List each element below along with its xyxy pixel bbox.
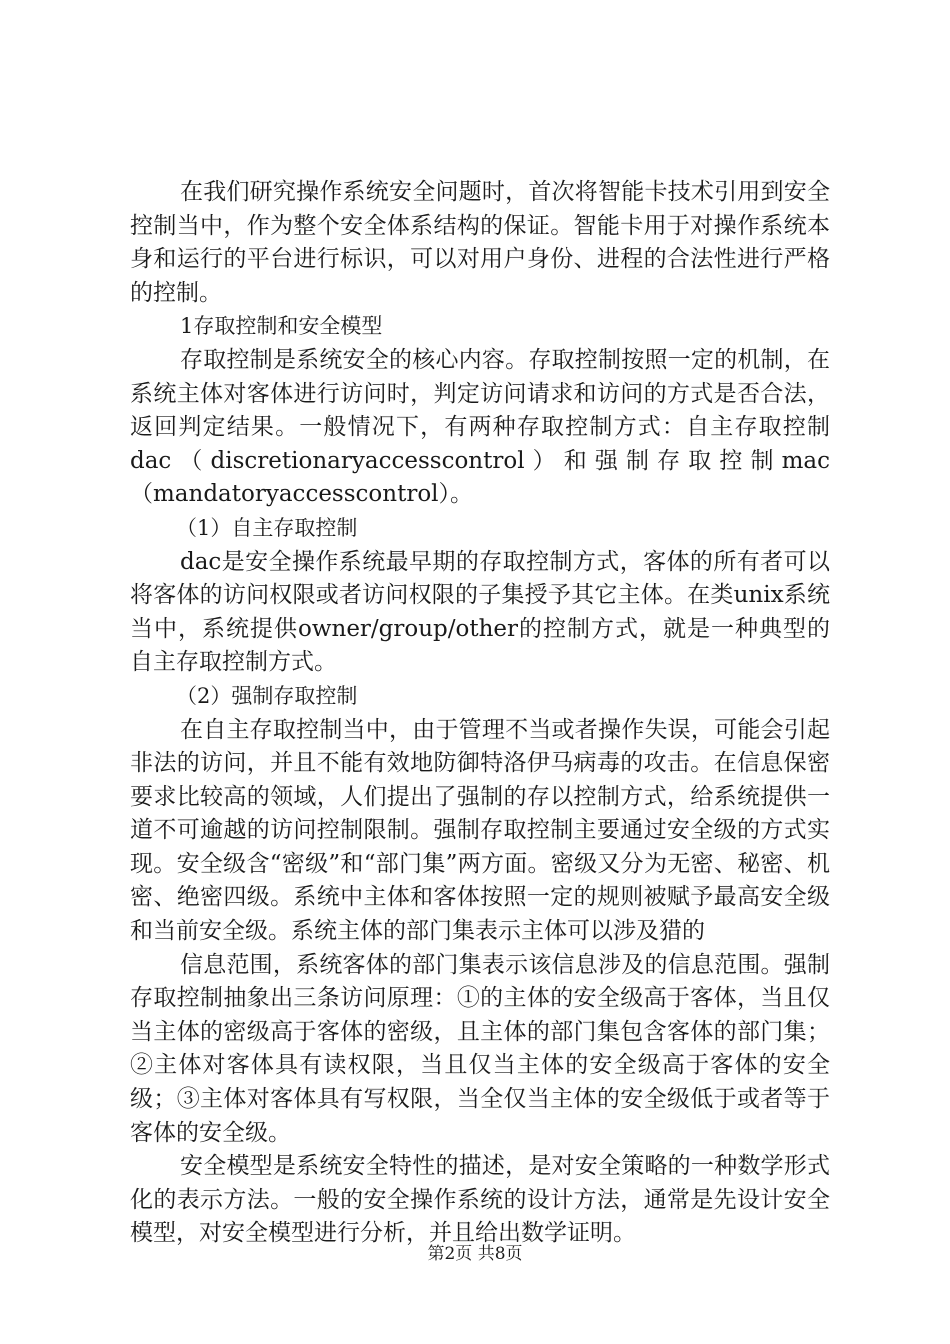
- subheading-dac: （1）自主存取控制: [176, 515, 358, 540]
- section-heading-access-control: 1存取控制和安全模型: [180, 314, 383, 339]
- paragraph-mac: 在自主存取控制当中，由于管理不当或者操作失误，可能会引起非法的访问，并且不能有效地防御特洛伊马病毒的攻击。在信息保密要求比较高的领域，人们提出了强制的存以控制方式，给系统提供一道不可逾越的访问控制限制。强制存取控制主要通过安全级的方式实现。安全级含“密级”和“部门集”两方面。密级又分为无密、秘密、机密、绝密四级。系统中主体和客体按照一定的规则被赋予最高安全级和当前安全级。系统主体的部门集表示主体可以涉及猎的: [130, 716, 830, 945]
- paragraph-dac: dac是安全操作系统最早期的存取控制方式，客体的所有者可以将客体的访问权限或者访问权限的子集授予其它主体。在类unix系统当中，系统提供owner/group/other的控制方式，就是一种典型的自主存取控制方式。: [130, 548, 830, 676]
- paragraph-mac-principles: 信息范围，系统客体的部门集表示该信息涉及的信息范围。强制存取控制抽象出三条访问原理：①的主体的安全级高于客体，当且仅当主体的密级高于客体的密级，且主体的部门集包含客体的部门集；②主体对客体具有读权限，当且仅当主体的安全级高于客体的安全级；③主体对客体具有写权限，当全仅当主体的安全级低于或者等于客体的安全级。: [130, 951, 830, 1146]
- subheading-mac: （2）强制存取控制: [176, 683, 358, 708]
- paragraph-intro: 在我们研究操作系统安全问题时，首次将智能卡技术引用到安全控制当中，作为整个安全体系结构的保证。智能卡用于对操作系统本身和运行的平台进行标识，可以对用户身份、进程的合法性进行严格的控制。: [130, 179, 830, 306]
- page-footer: 第2页 共8页: [427, 1244, 523, 1264]
- paragraph-access-control: 存取控制是系统安全的核心内容。存取控制按照一定的机制，在系统主体对客体进行访问时，判定访问请求和访问的方式是否合法，返回判定结果。一般情况下，有两种存取控制方式：自主存取控制dac（discretionaryaccesscontrol）和强制存取控制mac（mandatoryaccesscontrol）。: [130, 346, 830, 508]
- paragraph-security-model: 安全模型是系统安全特性的描述，是对安全策略的一种数学形式化的表示方法。一般的安全操作系统的设计方法，通常是先设计安全模型，对安全模型进行分析，并且给出数学证明。: [130, 1153, 830, 1247]
- document-body: [130, 176, 830, 1251]
